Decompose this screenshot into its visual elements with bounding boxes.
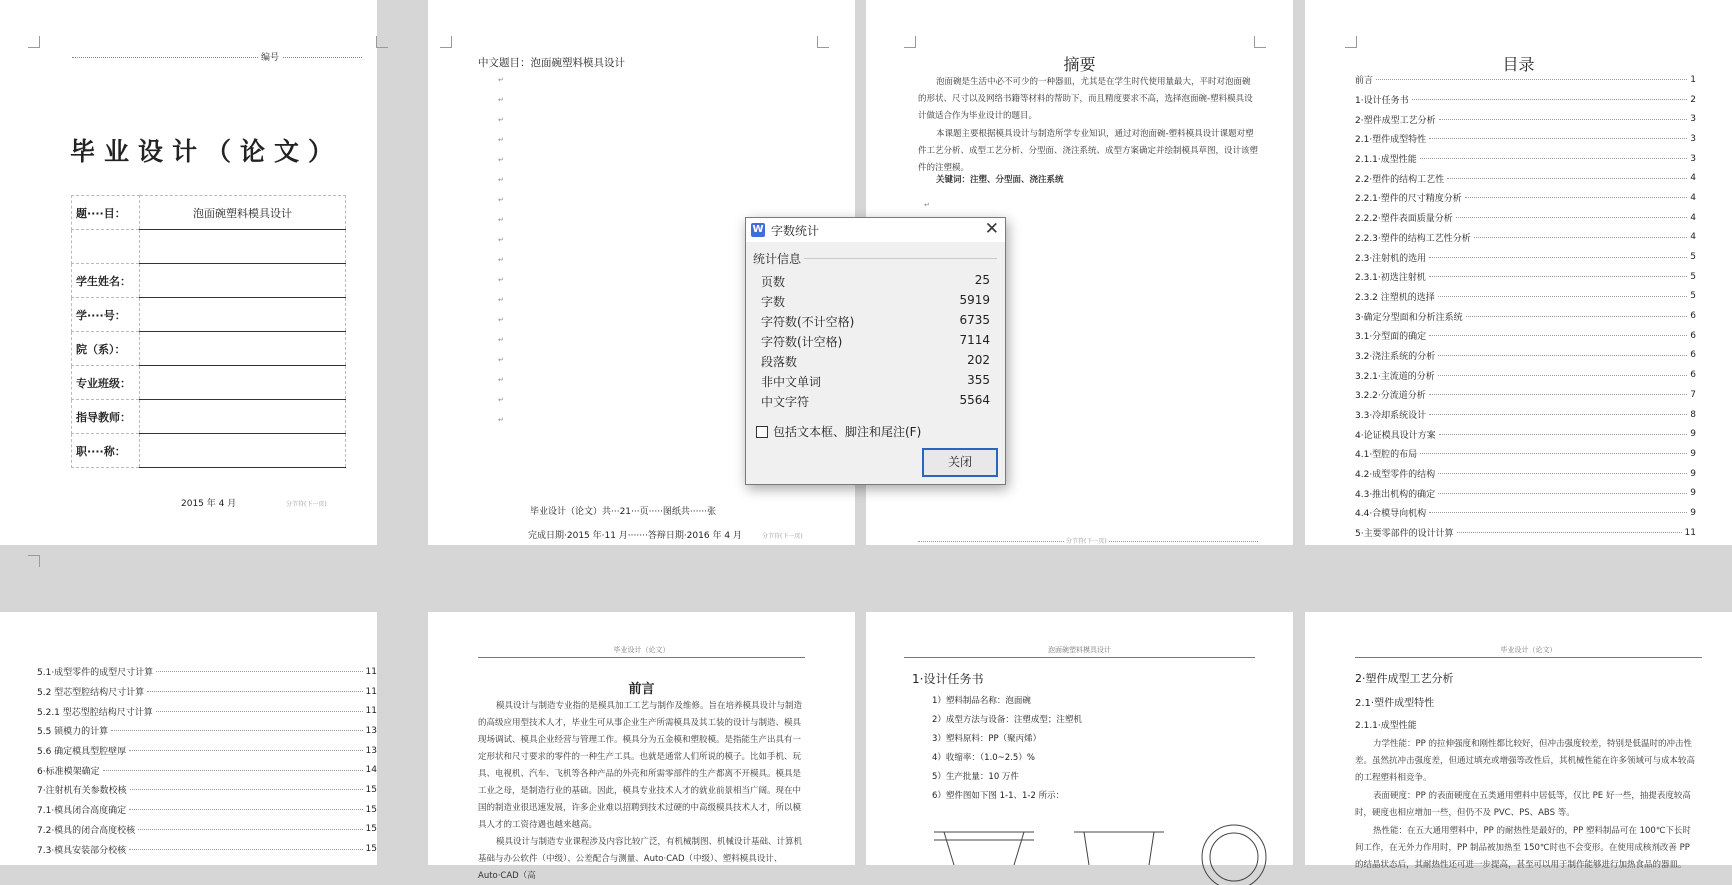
row-label: 学生姓名： xyxy=(72,264,140,298)
table-of-contents xyxy=(1355,70,1696,543)
toc-item[interactable]: 5.1·成型零件的成型尺寸计算 11 xyxy=(37,666,377,679)
row-label xyxy=(72,230,140,264)
row-value[interactable] xyxy=(140,434,346,468)
stat-value: 6735 xyxy=(959,313,990,327)
close-icon[interactable]: ✕ xyxy=(984,219,999,239)
stat-label: 字符数(不计空格) xyxy=(761,315,855,329)
toc-item[interactable]: 3.1·分型面的确定 6 xyxy=(1355,330,1696,343)
toc-item[interactable]: 5.2 型芯型腔结构尺寸计算 11 xyxy=(37,686,377,699)
preface-title: 前言 xyxy=(628,682,655,697)
stat-row-chars-no-spaces xyxy=(761,313,990,331)
page-6 xyxy=(428,612,855,881)
toc-item[interactable]: 2·塑件成型工艺分析 3 xyxy=(1355,114,1696,126)
analysis-para-1: 力学性能：PP 的拉伸强度和刚性都比较好，但冲击强度较差，特别是低温时的冲击性差。虽然抗冲击强度差，但通过填充或增强等改性后，其机械性能在许多领域可与成本较高的工程塑料相竞争。 xyxy=(1355,739,1696,783)
stat-label: 段落数 xyxy=(761,355,798,369)
page-header: 泡面碗塑料模具设计 xyxy=(904,645,1255,658)
toc-item[interactable]: 4.4·合模导向机构 9 xyxy=(1355,507,1696,520)
analysis-para-3: 热性能：在五大通用塑料中，PP 的耐热性是最好的，PP 塑料制品可在 100℃下长时间工作，在无外力作用时，PP 制品被加热至 150℃时也不会变形。在使用成核剂改善 PP 的结晶状态后，其耐热性还可进一步提高，甚至可以用于制作能够进行加热食品的器皿。 xyxy=(1355,826,1691,870)
wps-app-icon: W xyxy=(752,224,764,235)
row-value[interactable] xyxy=(140,332,346,366)
section-heading-2-1: 2.1·塑件成型特性 xyxy=(1355,698,1435,709)
toc-item[interactable]: 4.2·成型零件的结构 9 xyxy=(1355,468,1696,481)
section-divider xyxy=(804,258,997,259)
serial-label: 编号 xyxy=(258,50,282,63)
close-button[interactable]: 关闭 xyxy=(922,448,998,477)
toc-item[interactable]: 5·主要零部件的设计计算 11 xyxy=(1355,527,1696,540)
preface-para-2: 模具设计与制造专业课程涉及内容比较广泛，有机械制图、机械设计基础、计算机基础与办公软件（中级）、公差配合与测量、Auto·CAD（中级）、塑料模具设计、Auto·CAD（高 xyxy=(478,837,803,881)
word-count-dialog xyxy=(745,217,1006,485)
checkbox-label[interactable]: 包括文本框、脚注和尾注(F) xyxy=(773,425,922,439)
toc-item[interactable]: 2.3.1·初选注射机 5 xyxy=(1355,271,1696,284)
toc-title: 目录 xyxy=(1502,55,1535,74)
row-label: 指导教师： xyxy=(72,400,140,434)
page-4 xyxy=(1305,0,1732,545)
section-break-mark: 分节符(下一页) xyxy=(1066,538,1107,545)
toc-item[interactable]: 2.2.1·塑件的尺寸精度分析 4 xyxy=(1355,192,1696,205)
table-row xyxy=(72,434,346,468)
include-textbox-footnotes-checkbox[interactable] xyxy=(756,423,921,440)
toc-item[interactable]: 4·论证模具设计方案 9 xyxy=(1355,429,1696,441)
toc-item[interactable]: 2.2·塑件的结构工艺性 4 xyxy=(1355,173,1696,185)
section-break-mark: 分节符(下一页) xyxy=(286,501,327,508)
toc-item[interactable]: 3.3·冷却系统设计 8 xyxy=(1355,409,1696,422)
toc-item[interactable]: 7·注射机有关参数校核 15 xyxy=(37,784,377,797)
stat-label: 页数 xyxy=(761,275,786,289)
toc-item[interactable]: 5.6 确定模具型腔壁厚 13 xyxy=(37,745,377,758)
paragraph-marks: ↵ xyxy=(924,201,930,209)
toc-item[interactable]: 2.1·塑件成型特性 3 xyxy=(1355,133,1696,146)
stats-section-title: 统计信息 xyxy=(753,252,802,266)
stat-row-chinese-chars xyxy=(761,393,990,411)
abstract-title: 摘要 xyxy=(1063,55,1096,74)
cover-date: 2015 年 4 月 xyxy=(181,499,237,509)
main-title: 毕业设计（论文） xyxy=(70,137,343,166)
page-header: 毕业设计（论文） xyxy=(1355,645,1702,658)
stat-value: 355 xyxy=(967,373,990,387)
stat-row-chars-with-spaces xyxy=(761,333,990,351)
task-item: 1）塑料制品名称：泡面碗 xyxy=(932,696,1031,706)
abstract-para-2: 本课题主要根据模具设计与制造所学专业知识，通过对泡面碗-塑料模具设计课题对塑件工艺分析、成型工艺分析、分型面、浇注系统、成型方案确定并绘制模具草图，设计该塑件的注塑模。 xyxy=(918,129,1259,173)
toc-item[interactable]: 2.1.1·成型性能 3 xyxy=(1355,153,1696,166)
toc-item[interactable]: 3.2·浇注系统的分析 6 xyxy=(1355,350,1696,362)
toc-item[interactable]: 7.2·模具的闭合高度校核 15 xyxy=(37,824,377,836)
toc-item[interactable]: 2.2.2·塑件表面质量分析 4 xyxy=(1355,212,1696,225)
toc-item[interactable]: 3·确定分型面和分析注系统 6 xyxy=(1355,311,1696,323)
dialog-title: 字数统计 xyxy=(771,224,820,238)
row-value[interactable] xyxy=(140,264,346,298)
stat-label: 字符数(计空格) xyxy=(761,335,843,349)
stat-value: 25 xyxy=(974,273,990,287)
toc-item[interactable]: 5.5 锁模力的计算 13 xyxy=(37,725,377,738)
toc-item[interactable]: 前言 1 xyxy=(1355,74,1696,87)
toc-item[interactable]: 2.3.2 注塑机的选择 5 xyxy=(1355,291,1696,303)
stat-value: 202 xyxy=(967,353,990,367)
section-heading-2-1-1: 2.1.1·成型性能 xyxy=(1355,721,1417,731)
row-value[interactable] xyxy=(140,298,346,332)
page-5 xyxy=(0,612,377,865)
serial-dots xyxy=(72,50,362,58)
paragraph-marks: ↵ ↵ ↵ ↵ ↵ ↵ ↵ ↵ ↵ ↵ ↵ ↵ ↵ ↵ ↵ ↵ ↵ ↵ xyxy=(498,76,504,424)
task-item: 6）塑件图如下图 1-1、1-2 所示： xyxy=(932,791,1065,801)
table-row xyxy=(72,400,346,434)
row-value[interactable]: 泡面碗塑料模具设计 xyxy=(140,196,346,230)
toc-item[interactable]: 3.2.2·分流道分析 7 xyxy=(1355,389,1696,402)
toc-item[interactable]: 3.2.1·主流道的分析 6 xyxy=(1355,370,1696,382)
stat-row-paragraphs xyxy=(761,353,990,371)
row-value[interactable] xyxy=(140,366,346,400)
row-label: 职····称： xyxy=(72,434,140,468)
table-row xyxy=(72,196,346,230)
row-label: 学····号： xyxy=(72,298,140,332)
stat-label: 非中文单词 xyxy=(761,375,822,389)
checkbox-box[interactable] xyxy=(756,426,768,438)
toc-item[interactable]: 7.3·模具安装部分校核 15 xyxy=(37,844,377,856)
row-value[interactable] xyxy=(140,400,346,434)
preface-para-1: 模具设计与制造专业指的是模具加工工艺与制作及维修。旨在培养模具设计与制造的高级应用型技术人才，毕业生可从事企业生产所需模具及其工装的设计与制造、模具现场调试、模具企业经营与管理工作。模具分为五金模和塑胶模。是指能生产出具有一定形状和尺寸要求的零件的一种生产工具。也就是通常人们所说的模子。比如手机、玩具、电视机、汽车、飞机等各种产品的外壳和所需零部件的生产都离不开模具。模具是工业之母，是制造行业的基础。因此，模具专业技术人才的就业前景相当广阔。现在中国的制造业很迅速发展，许多企业难以招聘到技术过硬的中高级模具技术人才，所以模具人才的工资待遇也越来越高。 xyxy=(478,701,803,830)
stat-value: 5564 xyxy=(959,393,990,407)
table-row xyxy=(72,366,346,400)
part-drawing xyxy=(924,812,1264,865)
toc-item[interactable]: 2.3·注射机的选用 5 xyxy=(1355,252,1696,264)
row-value[interactable] xyxy=(140,230,346,264)
task-item: 5）生产批量：10 万件 xyxy=(932,772,1019,782)
task-item: 3）塑料原料：PP（聚丙烯） xyxy=(932,734,1042,744)
page-header: 毕业设计（论文） xyxy=(478,645,805,658)
task-item: 2）成型方法与设备：注塑成型；注塑机 xyxy=(932,715,1082,725)
table-row xyxy=(72,264,346,298)
row-label: 专业班级： xyxy=(72,366,140,400)
keywords: 关键词：注塑、分型面、浇注系统 xyxy=(936,175,1064,185)
stat-value: 5919 xyxy=(959,293,990,307)
row-label: 题····目： xyxy=(72,196,140,230)
stat-label: 字数 xyxy=(761,295,786,309)
analysis-para-2: 表面硬度：PP 的表面硬度在五类通用塑料中居低等，仅比 PE 好一些，抽提表度较高时，硬度也相应增加一些，但仍不及 PVC、PS、ABS 等。 xyxy=(1355,791,1691,818)
task-item: 4）收缩率：（1.0~2.5）% xyxy=(932,753,1035,763)
section-break-mark: 分节符(下一页) xyxy=(762,533,803,540)
toc-item[interactable]: 5.2.1 型芯型腔结构尺寸计算 11 xyxy=(37,706,377,718)
abstract-para-1: 泡面碗是生活中必不可少的一种器皿，尤其是在学生时代使用量最大，平时对泡面碗的形状、尺寸以及网络书籍等材料的帮助下，而且精度要求不高，选择泡面碗-塑料模具设计做适合作为毕业设计的题目。 xyxy=(918,77,1253,121)
table-row xyxy=(72,332,346,366)
table-of-contents-continued xyxy=(37,662,377,859)
toc-item[interactable]: 4.1·型腔的布局 9 xyxy=(1355,448,1696,461)
stat-row-non-chinese-words xyxy=(761,373,990,391)
toc-item[interactable]: 1·设计任务书 2 xyxy=(1355,94,1696,107)
row-label: 院（系）： xyxy=(72,332,140,366)
toc-item[interactable]: 2.2.3·塑件的结构工艺性分析 4 xyxy=(1355,232,1696,244)
page-8 xyxy=(1305,612,1732,870)
task-title: 1·设计任务书 xyxy=(912,672,984,686)
stat-label: 中文字符 xyxy=(761,395,810,409)
stat-value: 7114 xyxy=(959,333,990,347)
chinese-title: 中文题目：泡面碗塑料模具设计 xyxy=(478,57,625,69)
toc-item[interactable]: 4.3·推出机构的确定 9 xyxy=(1355,488,1696,500)
toc-item[interactable]: 7.1·模具闭合高度确定 15 xyxy=(37,804,377,817)
stat-row-pages xyxy=(761,273,990,291)
dates-line: 完成日期·2015 年·11 月·······答辩日期·2016 年 4 月 xyxy=(528,531,742,541)
stat-row-words xyxy=(761,293,990,311)
table-row xyxy=(72,230,346,264)
toc-item[interactable]: 6·标准模架确定 14 xyxy=(37,765,377,777)
cover-info-table xyxy=(71,195,346,468)
dialog-title-bar[interactable] xyxy=(746,218,1005,242)
table-row xyxy=(72,298,346,332)
section-heading-2: 2·塑件成型工艺分析 xyxy=(1355,672,1454,685)
page-count-line: 毕业设计（论文）共···21···页·····图纸共······张 xyxy=(530,507,717,517)
page-7 xyxy=(866,612,1293,865)
page-1 xyxy=(0,0,377,545)
